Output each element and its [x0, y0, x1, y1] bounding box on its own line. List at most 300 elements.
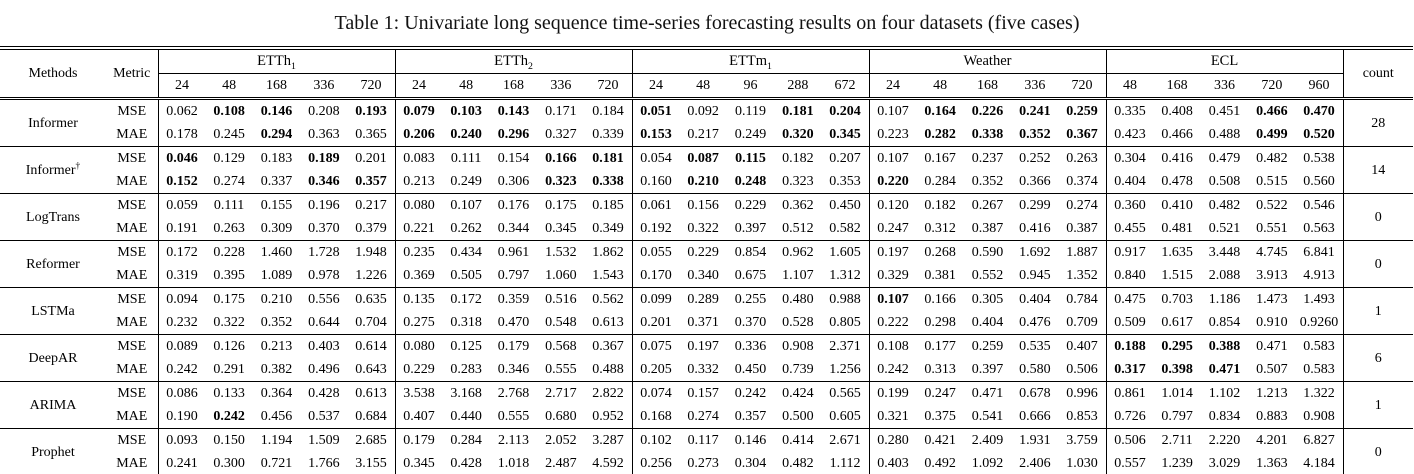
value-cell: 0.410	[1153, 194, 1200, 218]
value-cell: 0.298	[924, 315, 956, 330]
value-cell: 0.451	[1208, 104, 1241, 119]
horizon-header: 96	[727, 74, 774, 99]
value-cell: 0.150	[205, 429, 252, 453]
value-cell: 2.113	[490, 429, 537, 453]
value-cell: 0.961	[490, 241, 537, 265]
value-cell: 0.375	[924, 409, 956, 424]
value-cell: 0.352	[1019, 127, 1051, 142]
value-cell: 0.424	[774, 382, 821, 406]
value-cell: 0.223	[869, 123, 916, 147]
horizon-header: 48	[679, 74, 726, 99]
value-cell: 2.711	[1153, 429, 1200, 453]
horizon-header: 168	[253, 74, 300, 99]
dataset-group-header: ETTm$_1$	[632, 48, 869, 74]
value-cell: 0.125	[442, 335, 489, 359]
value-cell: 0.267	[964, 194, 1011, 218]
dataset-group-header: ETTh$_1$	[158, 48, 395, 74]
value-cell: 0.338	[592, 174, 624, 189]
metric-label: MSE	[117, 104, 147, 119]
value-cell: 0.242	[158, 358, 205, 382]
value-cell: 1.460	[253, 241, 300, 265]
value-cell: 1.194	[253, 429, 300, 453]
value-cell: 0.074	[632, 382, 679, 406]
value-cell: 0.364	[253, 382, 300, 406]
table-header	[0, 48, 1413, 99]
value-cell: 0.471	[1208, 362, 1241, 377]
value-cell: 0.167	[916, 147, 963, 171]
value-cell: 2.088	[1208, 268, 1241, 283]
value-cell: 0.507	[1256, 362, 1288, 377]
value-cell: 0.336	[727, 335, 774, 359]
dataset-group-header: ETTh$_2$	[395, 48, 632, 74]
value-cell: 0.434	[442, 241, 489, 265]
value-cell: 0.521	[1208, 221, 1241, 236]
value-cell: 0.565	[822, 382, 869, 406]
value-cell: 0.089	[158, 335, 205, 359]
value-cell: 0.176	[490, 194, 537, 218]
value-cell: 0.583	[1303, 362, 1335, 377]
value-cell: 0.952	[592, 409, 624, 424]
value-cell: 0.242	[727, 382, 774, 406]
value-cell: 0.179	[395, 429, 442, 453]
horizon-header: 720	[585, 74, 632, 99]
value-cell: 0.546	[1296, 194, 1343, 218]
value-cell: 4.184	[1303, 456, 1335, 471]
value-cell: 0.201	[632, 311, 679, 335]
value-cell: 0.492	[924, 456, 956, 471]
value-cell: 0.152	[158, 170, 205, 194]
horizon-header: 24	[632, 74, 679, 99]
value-cell: 0.466	[1256, 104, 1288, 119]
value-cell: 0.289	[679, 288, 726, 312]
value-cell: 0.087	[679, 147, 726, 171]
value-cell: 0.369	[395, 264, 442, 288]
value-cell: 0.229	[727, 194, 774, 218]
horizon-header: 720	[348, 74, 395, 99]
value-cell: 0.235	[395, 241, 442, 265]
horizon-header: 288	[774, 74, 821, 99]
value-cell: 0.242	[213, 409, 245, 424]
value-cell: 4.913	[1303, 268, 1335, 283]
horizon-header: 24	[869, 74, 916, 99]
value-cell: 0.061	[632, 194, 679, 218]
value-cell: 0.481	[1161, 221, 1193, 236]
value-cell: 1.509	[300, 429, 347, 453]
value-cell: 0.684	[355, 409, 387, 424]
value-cell: 0.784	[1059, 288, 1106, 312]
metric-label: MAE	[116, 409, 148, 424]
value-cell: 0.552	[971, 268, 1004, 283]
value-cell: 0.520	[1303, 127, 1335, 142]
value-cell: 0.204	[829, 104, 861, 119]
value-cell: 0.117	[679, 429, 726, 453]
value-cell: 0.617	[1161, 315, 1193, 330]
value-cell: 0.370	[308, 221, 340, 236]
horizon-header: 48	[442, 74, 489, 99]
value-cell: 0.241	[158, 452, 205, 474]
value-cell: 0.9260	[1299, 315, 1339, 330]
value-cell: 0.323	[782, 174, 814, 189]
value-cell: 0.423	[1106, 123, 1153, 147]
value-cell: 1.226	[355, 268, 387, 283]
value-cell: 0.220	[869, 170, 916, 194]
value-cell: 2.409	[964, 429, 1011, 453]
value-cell: 1.692	[1011, 241, 1058, 265]
value-cell: 3.168	[442, 382, 489, 406]
value-cell: 1.532	[537, 241, 584, 265]
value-cell: 0.666	[1019, 409, 1051, 424]
value-cell: 0.455	[1106, 217, 1153, 241]
value-cell: 0.538	[1296, 147, 1343, 171]
value-cell: 0.312	[924, 221, 956, 236]
value-cell: 0.450	[734, 362, 767, 377]
value-cell: 0.535	[1011, 335, 1058, 359]
value-cell: 0.111	[205, 194, 252, 218]
value-cell: 2.685	[348, 429, 395, 453]
value-cell: 0.344	[497, 221, 530, 236]
value-cell: 0.093	[158, 429, 205, 453]
value-cell: 4.745	[1248, 241, 1295, 265]
value-cell: 0.861	[1106, 382, 1153, 406]
value-cell: 0.613	[348, 382, 395, 406]
value-cell: 0.108	[213, 104, 245, 119]
value-cell: 0.179	[490, 335, 537, 359]
value-cell: 0.232	[158, 311, 205, 335]
value-cell: 3.448	[1201, 241, 1248, 265]
value-cell: 0.252	[1011, 147, 1058, 171]
value-cell: 0.337	[260, 174, 293, 189]
value-cell: 0.381	[924, 268, 956, 283]
value-cell: 0.171	[545, 104, 577, 119]
value-cell: 1.887	[1059, 241, 1106, 265]
value-cell: 6.827	[1296, 429, 1343, 453]
value-cell: 1.186	[1201, 288, 1248, 312]
value-cell: 0.196	[300, 194, 347, 218]
value-cell: 0.407	[1059, 335, 1106, 359]
value-cell: 0.240	[450, 127, 482, 142]
value-cell: 2.220	[1201, 429, 1248, 453]
value-cell: 0.184	[592, 104, 624, 119]
value-cell: 0.282	[924, 127, 956, 142]
value-cell: 1.018	[497, 456, 530, 471]
value-cell: 0.103	[450, 104, 482, 119]
value-cell: 0.255	[727, 288, 774, 312]
value-cell: 0.299	[1011, 194, 1058, 218]
value-cell: 0.479	[1201, 147, 1248, 171]
value-cell: 0.248	[734, 174, 767, 189]
col-header-metric: Metric	[106, 48, 158, 99]
value-cell: 0.496	[308, 362, 340, 377]
value-cell: 0.428	[300, 382, 347, 406]
value-cell: 0.988	[822, 288, 869, 312]
value-cell: 0.352	[971, 174, 1004, 189]
value-cell: 0.294	[260, 127, 293, 142]
metric-label: MSE	[106, 429, 158, 453]
value-cell: 1.102	[1201, 382, 1248, 406]
horizon-header: 336	[537, 74, 584, 99]
metric-label: MAE	[116, 456, 148, 471]
horizon-header: 336	[1011, 74, 1058, 99]
value-cell: 0.478	[1161, 174, 1193, 189]
value-cell: 0.217	[348, 194, 395, 218]
horizon-header: 24	[395, 74, 442, 99]
horizon-header: 336	[300, 74, 347, 99]
value-cell: 0.259	[1066, 104, 1098, 119]
count-cell: 28	[1343, 99, 1413, 147]
value-cell: 0.440	[450, 409, 482, 424]
value-cell: 2.371	[822, 335, 869, 359]
method-name: LogTrans	[0, 194, 106, 241]
value-cell: 0.080	[395, 335, 442, 359]
horizon-header: 168	[490, 74, 537, 99]
value-cell: 0.471	[964, 382, 1011, 406]
value-cell: 0.229	[395, 358, 442, 382]
value-cell: 0.470	[497, 315, 530, 330]
value-cell: 0.168	[632, 405, 679, 429]
method-name: ARIMA	[0, 382, 106, 429]
value-cell: 0.398	[1161, 362, 1193, 377]
value-cell: 0.164	[924, 104, 956, 119]
value-cell: 0.480	[774, 288, 821, 312]
count-cell: 1	[1343, 382, 1413, 429]
value-cell: 0.153	[632, 123, 679, 147]
value-cell: 2.768	[490, 382, 537, 406]
value-cell: 0.613	[592, 315, 624, 330]
value-cell: 0.280	[869, 429, 916, 453]
value-cell: 0.083	[395, 147, 442, 171]
value-cell: 0.506	[1066, 362, 1098, 377]
value-cell: 1.089	[260, 268, 293, 283]
value-cell: 0.367	[585, 335, 632, 359]
horizon-header: 168	[964, 74, 1011, 99]
value-cell: 0.508	[1208, 174, 1241, 189]
metric-label: MSE	[106, 194, 158, 218]
value-cell: 0.840	[1106, 264, 1153, 288]
value-cell: 0.680	[545, 409, 577, 424]
value-cell: 0.129	[205, 147, 252, 171]
value-cell: 0.522	[1248, 194, 1295, 218]
value-cell: 0.217	[687, 127, 719, 142]
value-cell: 0.709	[1066, 315, 1098, 330]
value-cell: 0.340	[687, 268, 719, 283]
value-cell: 0.322	[687, 221, 719, 236]
value-cell: 0.357	[355, 174, 387, 189]
value-cell: 0.537	[308, 409, 340, 424]
value-cell: 0.541	[971, 409, 1004, 424]
value-cell: 6.841	[1296, 241, 1343, 265]
method-name: LSTMa	[0, 288, 106, 335]
value-cell: 0.099	[632, 288, 679, 312]
value-cell: 0.345	[545, 221, 577, 236]
value-cell: 0.245	[213, 127, 245, 142]
value-cell: 0.475	[1106, 288, 1153, 312]
value-cell: 0.160	[632, 170, 679, 194]
value-cell: 0.273	[687, 456, 719, 471]
value-cell: 0.170	[632, 264, 679, 288]
value-cell: 0.249	[734, 127, 767, 142]
value-cell: 0.450	[822, 194, 869, 218]
value-cell: 0.471	[1248, 335, 1295, 359]
value-cell: 0.370	[734, 315, 767, 330]
value-cell: 2.406	[1019, 456, 1051, 471]
value-cell: 0.345	[395, 452, 442, 474]
value-cell: 0.456	[260, 409, 293, 424]
value-cell: 3.759	[1059, 429, 1106, 453]
value-cell: 0.349	[592, 221, 624, 236]
value-cell: 1.493	[1296, 288, 1343, 312]
value-cell: 1.635	[1153, 241, 1200, 265]
value-cell: 0.512	[782, 221, 814, 236]
value-cell: 0.605	[829, 409, 861, 424]
value-cell: 0.154	[490, 147, 537, 171]
value-cell: 0.404	[971, 315, 1004, 330]
value-cell: 0.548	[545, 315, 577, 330]
value-cell: 0.555	[545, 362, 577, 377]
value-cell: 0.470	[1303, 104, 1335, 119]
value-cell: 0.797	[1161, 409, 1193, 424]
value-cell: 0.284	[442, 429, 489, 453]
value-cell: 0.387	[971, 221, 1004, 236]
value-cell: 3.029	[1208, 456, 1241, 471]
value-cell: 0.182	[916, 194, 963, 218]
value-cell: 0.046	[158, 147, 205, 171]
value-cell: 0.359	[490, 288, 537, 312]
value-cell: 0.300	[213, 456, 245, 471]
value-cell: 0.555	[497, 409, 530, 424]
value-cell: 0.189	[300, 147, 347, 171]
horizon-header: 672	[822, 74, 869, 99]
count-cell: 0	[1343, 429, 1413, 474]
value-cell: 0.075	[632, 335, 679, 359]
method-name: Prophet	[0, 429, 106, 474]
value-cell: 0.313	[924, 362, 956, 377]
value-cell: 0.327	[545, 127, 577, 142]
value-cell: 0.133	[205, 382, 252, 406]
value-cell: 0.978	[308, 268, 340, 283]
value-cell: 0.366	[1019, 174, 1051, 189]
metric-label: MSE	[106, 382, 158, 406]
value-cell: 0.403	[869, 452, 916, 474]
value-cell: 0.582	[829, 221, 861, 236]
value-cell: 0.126	[205, 335, 252, 359]
value-cell: 0.157	[679, 382, 726, 406]
value-cell: 0.275	[395, 311, 442, 335]
metric-label: MAE	[116, 362, 148, 377]
value-cell: 0.274	[213, 174, 245, 189]
value-cell: 0.854	[727, 241, 774, 265]
value-cell: 0.339	[592, 127, 624, 142]
value-cell: 1.605	[822, 241, 869, 265]
horizon-header: 720	[1248, 74, 1295, 99]
value-cell: 0.739	[782, 362, 814, 377]
results-table	[0, 46, 1413, 474]
value-cell: 4.201	[1248, 429, 1295, 453]
value-cell: 0.092	[687, 104, 719, 119]
value-cell: 4.592	[592, 456, 624, 471]
value-cell: 0.908	[774, 335, 821, 359]
value-cell: 0.143	[497, 104, 530, 119]
value-cell: 0.305	[964, 288, 1011, 312]
value-cell: 0.403	[300, 335, 347, 359]
value-cell: 0.482	[782, 456, 814, 471]
value-cell: 0.506	[1106, 429, 1153, 453]
value-cell: 0.416	[1019, 221, 1051, 236]
value-cell: 0.094	[158, 288, 205, 312]
value-cell: 0.476	[1019, 315, 1051, 330]
value-cell: 0.190	[158, 405, 205, 429]
metric-label: MSE	[106, 241, 158, 265]
value-cell: 0.321	[869, 405, 916, 429]
value-cell: 0.678	[1011, 382, 1058, 406]
value-cell: 0.249	[450, 174, 482, 189]
value-cell: 0.206	[395, 123, 442, 147]
value-cell: 0.192	[632, 217, 679, 241]
value-cell: 1.092	[971, 456, 1004, 471]
value-cell: 0.226	[971, 104, 1004, 119]
value-cell: 0.805	[829, 315, 861, 330]
value-cell: 1.213	[1248, 382, 1295, 406]
value-cell: 0.155	[253, 194, 300, 218]
value-cell: 0.172	[158, 241, 205, 265]
value-cell: 0.635	[348, 288, 395, 312]
value-cell: 0.505	[450, 268, 482, 283]
value-cell: 0.329	[869, 264, 916, 288]
value-cell: 2.052	[537, 429, 584, 453]
value-cell: 0.363	[308, 127, 340, 142]
value-cell: 2.717	[537, 382, 584, 406]
value-cell: 0.263	[213, 221, 245, 236]
value-cell: 0.482	[1201, 194, 1248, 218]
value-cell: 0.854	[1208, 315, 1241, 330]
count-cell: 14	[1343, 147, 1413, 194]
metric-label: MAE	[116, 315, 148, 330]
value-cell: 0.296	[497, 127, 530, 142]
value-cell: 2.671	[822, 429, 869, 453]
value-cell: 0.371	[687, 315, 719, 330]
value-cell: 0.263	[1059, 147, 1106, 171]
value-cell: 0.237	[964, 147, 1011, 171]
value-cell: 0.562	[585, 288, 632, 312]
value-cell: 1.312	[829, 268, 861, 283]
value-cell: 0.079	[395, 99, 442, 124]
value-cell: 0.247	[916, 382, 963, 406]
value-cell: 0.284	[924, 174, 956, 189]
value-cell: 0.482	[1248, 147, 1295, 171]
value-cell: 1.107	[782, 268, 814, 283]
horizon-header: 48	[205, 74, 252, 99]
value-cell: 0.883	[1256, 409, 1288, 424]
value-cell: 0.996	[1059, 382, 1106, 406]
value-cell: 0.181	[782, 104, 814, 119]
value-cell: 0.352	[260, 315, 293, 330]
value-cell: 0.367	[1066, 127, 1098, 142]
value-cell: 0.499	[1256, 127, 1288, 142]
value-cell: 0.177	[916, 335, 963, 359]
metric-label: MSE	[106, 335, 158, 359]
value-cell: 0.115	[727, 147, 774, 171]
value-cell: 0.191	[158, 217, 205, 241]
value-cell: 1.543	[592, 268, 624, 283]
value-cell: 0.201	[348, 147, 395, 171]
value-cell: 0.853	[1066, 409, 1098, 424]
value-cell: 3.155	[355, 456, 387, 471]
value-cell: 0.322	[213, 315, 245, 330]
value-cell: 0.583	[1296, 335, 1343, 359]
value-cell: 0.560	[1303, 174, 1335, 189]
value-cell: 0.509	[1106, 311, 1153, 335]
value-cell: 0.726	[1106, 405, 1153, 429]
value-cell: 0.323	[545, 174, 577, 189]
